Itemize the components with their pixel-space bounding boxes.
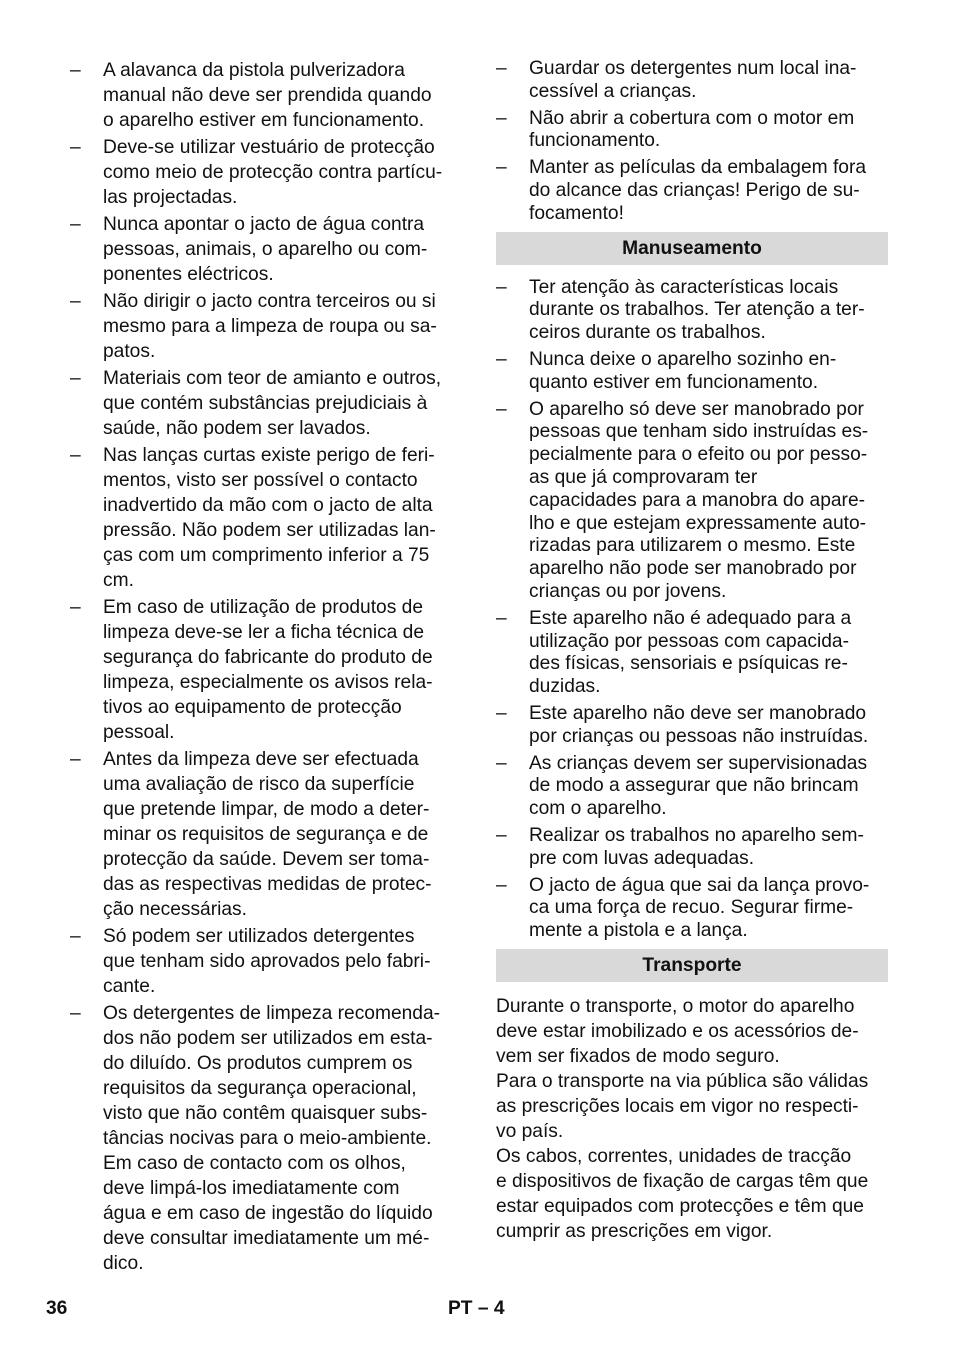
list-item — [496, 608, 888, 699]
list-item — [70, 58, 462, 133]
list-item — [496, 58, 888, 104]
list-item-text: Ter atenção às características locais durante os trabalhos. Ter atenção a ter- ceiros durante os trabalhos. — [529, 276, 865, 344]
list-item — [70, 924, 462, 999]
bullet-dash: – — [496, 107, 507, 129]
bullet-dash: – — [496, 276, 507, 298]
list-item-text: Guardar os detergentes num local ina- cessível a crianças. — [529, 58, 857, 102]
right-column — [496, 58, 888, 1244]
bullet-dash: – — [496, 702, 507, 724]
list-item — [70, 289, 462, 364]
bullet-dash: – — [496, 58, 507, 79]
list-item-text: Este aparelho não é adequado para a utilização por pessoas com capacida- des físicas, sensoriais e psíquicas re- duzidas. — [529, 607, 852, 698]
bullet-dash: – — [70, 1003, 81, 1024]
bullet-dash: – — [70, 445, 81, 466]
list-item — [496, 157, 888, 225]
bullet-dash: – — [496, 157, 507, 179]
list-item-text: Manter as películas da embalagem fora do alcance das crianças! Perigo de su- focamento! — [529, 157, 867, 224]
bullet-dash: – — [70, 137, 81, 158]
paragraph: Durante o transporte, o motor do aparelho deve estar imobilizado e os acessórios de- vem ser fixados de modo seguro. — [496, 995, 859, 1067]
list-item-text: Só podem ser utilizados detergentes que tenham sido aprovados pelo fabri- cante. — [103, 926, 431, 997]
list-item — [70, 595, 462, 745]
list-item-text: A alavanca da pistola pulverizadora manual não deve ser prendida quando o aparelho estiver em funcionamento. — [103, 60, 432, 131]
list-item-text: Em caso de utilização de produtos de limpeza deve-se ler a ficha técnica de segurança do fabricante do produto de limpeza, especialmente os avisos rela- tivos ao equipamento de protecção pessoal. — [103, 597, 433, 743]
list-item-text: Nas lanças curtas existe perigo de feri- mentos, visto ser possível o contacto inadvertido da mão com o jacto de alta pressão. Não podem ser utilizadas lan- ças com um comprimento inferior a 75 cm. — [103, 445, 436, 591]
list-item-text: Nunca deixe o aparelho sozinho en- quanto estiver em funcionamento. — [529, 348, 837, 393]
list-item-text: Realizar os trabalhos no aparelho sem- pre com luvas adequadas. — [529, 824, 864, 869]
bullet-dash: – — [496, 874, 507, 896]
list-item-text: Este aparelho não deve ser manobrado por crianças ou pessoas não instruídas. — [529, 702, 869, 747]
left-column — [70, 58, 462, 1278]
list-item — [496, 349, 888, 395]
page-footer-label — [448, 1298, 505, 1320]
list-item — [496, 875, 888, 943]
bullet-dash: – — [70, 291, 81, 312]
list-item-text: Materiais com teor de amianto e outros, que contém substâncias prejudiciais à saúde, não podem ser lavados. — [103, 368, 442, 439]
bullet-dash: – — [496, 824, 507, 846]
list-item — [496, 277, 888, 345]
section-heading-transporte: Transporte — [496, 949, 888, 982]
bullet-dash: – — [496, 607, 507, 629]
list-item — [496, 108, 888, 154]
list-item — [70, 443, 462, 593]
list-item-text: Não dirigir o jacto contra terceiros ou si mesmo para a limpeza de roupa ou sa- patos. — [103, 291, 437, 362]
list-item-text: O aparelho só deve ser manobrado por pessoas que tenham sido instruídas es- pecialmente para o efeito ou por pesso- as que já comprovaram ter capacidades para a manobra do apare- lho e que estejam expressamente auto- rizadas para utilizarem o mesmo. Este aparelho não pode ser manobrado por crianças ou por jovens. — [529, 398, 869, 602]
language-code: PT — [448, 1298, 473, 1319]
bullet-dash: – — [70, 926, 81, 947]
page-number: 36 — [46, 1298, 68, 1319]
list-item-text: Não abrir a cobertura com o motor em funcionamento. — [529, 107, 855, 152]
bullet-dash: – — [70, 368, 81, 389]
bullet-dash: – — [70, 60, 81, 81]
list-item — [496, 825, 888, 871]
paragraph: Para o transporte na via pública são válidas as prescrições locais em vigor no respecti- vo país. — [496, 1070, 869, 1142]
section-page: – 4 — [477, 1298, 505, 1319]
list-item — [496, 703, 888, 749]
list-item-text: Nunca apontar o jacto de água contra pessoas, animais, o aparelho ou com- ponentes eléctricos. — [103, 214, 428, 285]
bullet-dash: – — [70, 214, 81, 235]
bullet-dash: – — [70, 597, 81, 618]
list-item — [496, 753, 888, 821]
list-item-text: Antes da limpeza deve ser efectuada uma avaliação de risco da superfície que pretende limpar, de modo a deter- minar os requisitos de segurança e de protecção da saúde. Devem ser toma- das as respectivas medidas de protec- ção necessárias. — [103, 749, 432, 920]
paragraph: Os cabos, correntes, unidades de tracção e dispositivos de fixação de cargas têm que estar equipados com protecções e têm que cumprir as prescrições em vigor. — [496, 1145, 869, 1242]
bullet-dash: – — [496, 398, 507, 420]
list-item-text: Os detergentes de limpeza recomenda- dos não podem ser utilizados em esta- do diluído. Os produtos cumprem os requisitos da segurança operacional, visto que não contêm quaisquer subs- tâncias nocivas para o meio-ambiente. Em caso de contacto com os olhos, deve limpá-los imediatamente com água e em caso de ingestão do líquido deve consultar imediatamente um mé- dico. — [103, 1003, 441, 1274]
list-item-text: Deve-se utilizar vestuário de protecção como meio de protecção contra partícu- las projectadas. — [103, 137, 443, 208]
bullet-dash: – — [496, 752, 507, 774]
list-item — [70, 212, 462, 287]
bullet-dash: – — [496, 348, 507, 370]
bullet-dash: – — [70, 749, 81, 770]
list-item — [70, 135, 462, 210]
list-item-text: As crianças devem ser supervisionadas de modo a assegurar que não brincam com o aparelho. — [529, 752, 868, 820]
section-heading-manuseamento: Manuseamento — [496, 232, 888, 265]
list-item — [70, 1001, 462, 1276]
list-item — [496, 399, 888, 604]
list-item — [70, 366, 462, 441]
list-item-text: O jacto de água que sai da lança provo- ca uma força de recuo. Segurar firme- mente a pistola e a lança. — [529, 874, 870, 942]
list-item — [70, 747, 462, 922]
